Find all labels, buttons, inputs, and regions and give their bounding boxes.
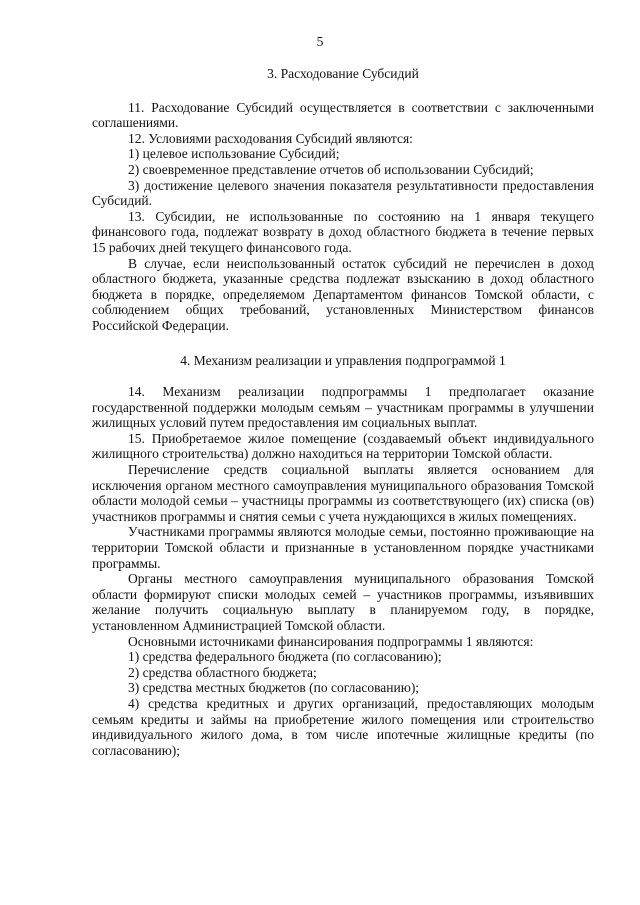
funding-source-3: 3) средства местных бюджетов (по согласованию); — [128, 680, 420, 696]
paragraph-15-transfer: Перечисление средств социальной выплаты является основанием для исключения органом местного самоуправления муниципального образования Томской области молодой семьи – участницы программы из соответствующего (их) списка (ов) участников программы и снятия семьи с учета нуждающихся в жилых помещениях. — [92, 462, 594, 524]
paragraph-14: 14. Механизм реализации подпрограммы 1 предполагает оказание государственной поддержки молодым семьям – участникам программы в улучшении жилищных условий путем предоставления им социальных выплат. — [92, 384, 594, 431]
paragraph-13: 13. Субсидии, не использованные по состоянию на 1 января текущего финансового года, подлежат возврату в доход областного бюджета в течение первых 15 рабочих дней текущего финансового года. — [92, 208, 594, 255]
paragraph-11: 11. Расходование Субсидий осуществляется в соответствии с заключенными соглашениями. — [92, 99, 594, 131]
paragraph-15: 15. Приобретаемое жилое помещение (создаваемый объект индивидуального жилищного строительства) должно находиться на территории Томской области. — [92, 430, 594, 462]
paragraph-12-item-2: 2) своевременное представление отчетов об использовании Субсидий; — [128, 161, 534, 177]
page-number: 5 — [316, 34, 324, 49]
funding-source-1: 1) средства федерального бюджета (по согласованию); — [128, 649, 442, 665]
funding-source-4: 4) средства кредитных и других организаций, предоставляющих молодым семьям кредиты и займы на приобретение жилого помещения или строительство индивидуального жилого дома, в том числе ипотечные жилищные кредиты (по согласованию); — [92, 695, 594, 758]
paragraph-12-item-3: 3) достижение целевого значения показателя результативности предоставления Субсидий. — [92, 177, 594, 209]
section-3-heading: 3. Расходование Субсидий — [267, 66, 419, 81]
paragraph-13-continued: В случае, если неиспользованный остаток субсидий не перечислен в доход областного бюджета, указанные средства подлежат взысканию в доход областного бюджета в порядке, определяемом Департаментом финансов Томской области, с соблюдением общих требований, установленных Министерством финансов Российской Федерации. — [92, 255, 594, 333]
paragraph-15-participants: Участниками программы являются молодые семьи, постоянно проживающие на территории Томской области и признанные в установленном порядке участниками программы. — [92, 524, 594, 571]
paragraph-12-item-1: 1) целевое использование Субсидий; — [128, 146, 340, 162]
funding-source-2: 2) средства областного бюджета; — [128, 664, 317, 680]
document-body — [92, 66, 594, 758]
paragraph-15-sources: Основными источниками финансирования подпрограммы 1 являются: — [128, 633, 534, 649]
paragraph-15-lists: Органы местного самоуправления муниципального образования Томской области формируют списки молодых семей – участников программы, изъявивших желание получить социальную выплату в планируемом году, в порядке, установленном Администрацией Томской области. — [92, 571, 594, 633]
section-4-heading: 4. Механизм реализации и управления подпрограммой 1 — [180, 352, 506, 368]
paragraph-12: 12. Условиями расходования Субсидий являются: — [128, 130, 413, 146]
